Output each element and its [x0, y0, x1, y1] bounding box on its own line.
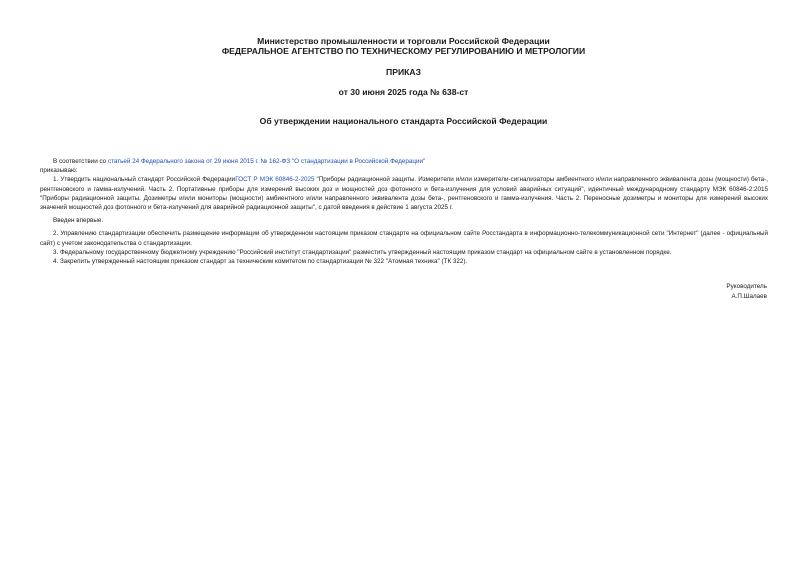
item-2-paragraph: 2. Управлению стандартизации обеспечить размещение информации об утвержденном настоящим приказом стандарте на официальном сайте Росстандарта в информационно-телекоммуникационной сети "Интернет" (далее - официальный сайт) с учетом законодательства о стандартизации. — [40, 230, 768, 247]
introduced-note: Введен впервые. — [53, 217, 104, 225]
document-title: Об утверждении национального стандарта Российской Федерации — [259, 116, 548, 126]
document-body — [40, 157, 768, 266]
intro-prefix: В соответствии со — [53, 158, 108, 165]
order-date-number: от 30 июня 2025 года № 638-ст — [338, 87, 469, 97]
item-4-paragraph: 4. Закрепить утвержденный настоящим приказом стандарт за техническим комитетом по стандартизации № 322 "Атомная техника" (ТК 322). — [53, 258, 468, 266]
signatory-role: Руководитель — [726, 283, 767, 290]
item-1-paragraph — [40, 175, 768, 212]
document-type-heading: ПРИКАЗ — [386, 67, 421, 77]
order-word: приказываю: — [40, 167, 78, 175]
item-1-text: "Приборы радиационной защиты. Измерители и/или измерители-сигнализаторы амбиентного и/или направленного эквивалента дозы (мощности) бета-, рентгеновского и гамма-излучений. Часть 2. Портативные приборы для измерений высоких доз и мощностей доз фотонного и бета-излучения для условий аварийных ситуаций", идентичный международному стандарту МЭК 60846-2:2015 "Приборы радиационной защиты. Дозиметры и/или мониторы (мощности) амбиентного и/или направленного эквивалента дозы бета-, рентгеновского и гамма-излучения. Часть 2. Переносные дозиметры и мониторы для измерений высоких значений мощностей доз фотонного и бета-излучений для аварийной радиационной защиты", с датой введения в действие 1 августа 2025 г. — [40, 176, 768, 212]
intro-paragraph — [40, 157, 768, 166]
agency-heading: ФЕДЕРАЛЬНОЕ АГЕНТСТВО ПО ТЕХНИЧЕСКОМУ РЕГУЛИРОВАНИЮ И МЕТРОЛОГИИ — [221, 46, 586, 56]
gost-standard-link[interactable]: ГОСТ Р МЭК 60846-2-2025 — [235, 176, 315, 184]
ministry-heading: Министерство промышленности и торговли Российской Федерации — [257, 36, 550, 46]
item-3-paragraph: 3. Федеральному государственному бюджетному учреждению "Российский институт стандартизации" разместить утвержденный настоящим приказом стандарт на официальном сайте в установленном порядке. — [53, 248, 672, 256]
federal-law-link[interactable]: статьей 24 Федерального закона от 29 июня 2015 г. № 162-ФЗ "О стандартизации в Российской Федерации" — [107, 158, 426, 165]
signatory-name: А.П.Шалаев — [731, 293, 767, 300]
item-1-prefix: 1. Утвердить национальный стандарт Российской Федерации — [53, 176, 236, 184]
